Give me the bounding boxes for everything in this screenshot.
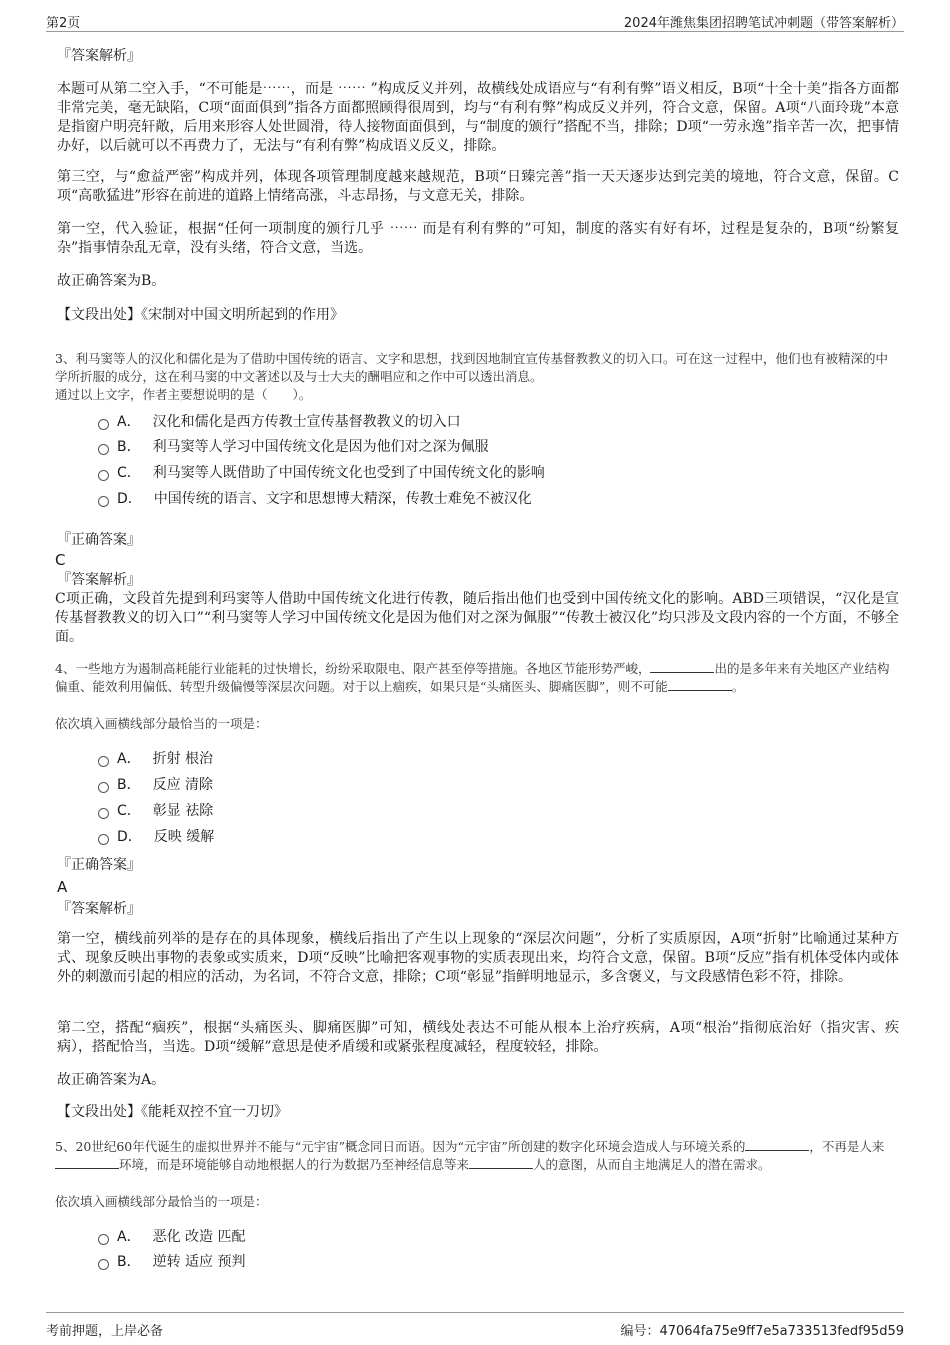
analysis-text: 本题可从第二空入手，“不可能是⋯⋯，而是 ⋯⋯ ”构成反义并列，故横线处成语应与“有利有弊”语义相反，B项“十全十美”指各方面都非常完美，毫无缺陷，C项“面面俱到”指各方面都照顾得很周到，均与“有利有弊”构成反义并列，符合文意，保留。A项“八面玲珑”本意是指窗户明亮轩敞，后用来形容人处世圆滑，待人接物面面俱到，与“制度的颁行”搭配不当，排除；D项“一劳永逸”指辛苦一次，把事情办好，以后就可以不再费力了，无法与“有利有弊”构成语义反义，排除。 [57, 81, 899, 154]
radio-icon[interactable] [98, 782, 109, 793]
question-prompt: 依次填入画横线部分最恰当的一项是： [55, 1194, 268, 1209]
radio-icon[interactable] [98, 419, 109, 430]
footer-divider [46, 1312, 904, 1313]
question-stem-cont: ，不再是人来 [809, 1139, 885, 1154]
q4-option-b[interactable] [98, 775, 213, 795]
option-letter: A． [117, 414, 141, 430]
page-footer [0, 1306, 950, 1345]
question-stem-end: 人的意图，从而自主地满足人的潜在需求。 [533, 1157, 771, 1172]
question-prompt: 依次填入画横线部分最恰当的一项是： [55, 716, 268, 731]
radio-icon[interactable] [98, 496, 109, 507]
fill-blank-3[interactable] [469, 1156, 533, 1169]
question-stem: 3、利马窦等人的汉化和儒化是为了借助中国传统的语言、文字和思想，找到因地制宜宣传基督教教义的切入口。可在这一过程中，他们也有被精深的中学所折服的成分，这在利马窦的中文著述以及与士大夫的酬唱应和之作中可以透出消息。 [55, 351, 888, 384]
option-text: 反映 缓解 [153, 829, 215, 845]
option-letter: B． [117, 439, 141, 455]
q5-option-b[interactable] [98, 1252, 246, 1272]
option-text: 反应 清除 [152, 777, 214, 793]
option-letter: C． [117, 803, 141, 819]
fill-blank-2[interactable] [668, 678, 732, 691]
q4-option-a[interactable] [98, 749, 213, 769]
q2-conclusion [57, 272, 899, 291]
answer-label: 『正确答案』 [57, 532, 141, 548]
radio-icon[interactable] [98, 808, 109, 819]
question-stem-cont: 环境，而是环境能够自动地根据人的行为数据乃至神经信息等来 [119, 1157, 470, 1172]
q3-stem [55, 350, 897, 404]
answer-label: 『正确答案』 [57, 857, 141, 873]
analysis-text: 第二空，搭配“痼疾”，根据“头痛医头、脚痛医脚”可知，横线处表达不可能从根本上治疗疾病，A项“根治”指彻底治好（指灾害、疾病），搭配恰当，当选。D项“缓解”意思是使矛盾缓和或紧张程度减轻，程度较轻，排除。 [57, 1020, 899, 1055]
option-text: 彰显 祛除 [152, 803, 214, 819]
q2-analysis-para-3 [57, 220, 899, 258]
analysis-text: 第一空，横线前列举的是存在的具体现象，横线后指出了产生以上现象的“深层次问题”，分析了实质原因，A项“折射”比喻通过某种方式、现象反映出事物的表象或实质来，D项“反映”比喻把客观事物的实质表现出来，均符合文意，保留。B项“反应”指有机体受体内或体外的刺激而引起的相应的活动，为名词，不符合文意，排除；C项“彰显”指鲜明地显示，多含褒义，与文段感情色彩不符，排除。 [57, 931, 899, 985]
question-stem-end: 。 [731, 679, 745, 694]
question-stem: 5、20世纪60年代诞生的虚拟世界并不能与“元宇宙”概念同日而语。因为“元宇宙”所创建的数字化环境会造成人与环境关系的 [55, 1139, 746, 1154]
option-letter: B． [117, 1254, 141, 1270]
fill-blank-1[interactable] [650, 660, 714, 673]
option-text: 折射 根治 [152, 751, 214, 767]
analysis-label: 『答案解析』 [57, 48, 141, 64]
q4-conclusion [57, 1071, 899, 1090]
q3-option-d[interactable] [98, 489, 532, 509]
analysis-text: 第一空，代入验证，根据“任何一项制度的颁行几乎 ⋯⋯ 而是有利有弊的”可知，制度的落实有好有坏，过程是复杂的，B项“纷繁复杂”指事情杂乱无章，没有头绪，符合文意，当选。 [57, 221, 899, 256]
q3-option-c[interactable] [98, 463, 545, 483]
page-header [0, 0, 950, 34]
q4-stem [55, 660, 897, 696]
option-text: 汉化和儒化是西方传教士宣传基督教教义的切入口 [152, 414, 461, 430]
option-letter: A． [117, 751, 141, 767]
q3-option-b[interactable] [98, 437, 489, 457]
conclusion-text: 故正确答案为B。 [57, 273, 166, 289]
radio-icon[interactable] [98, 756, 109, 767]
q2-analysis-para-2 [57, 168, 899, 206]
q5-prompt [55, 1193, 897, 1211]
fill-blank-1[interactable] [745, 1138, 809, 1151]
q4-analysis-para-1 [57, 930, 899, 987]
document-id: 编号：47064fa75e9ff7e5a733513fedf95d59 [620, 1324, 904, 1339]
radio-icon[interactable] [98, 1234, 109, 1245]
option-text: 逆转 适应 预判 [152, 1254, 246, 1270]
q2-analysis-block [57, 46, 899, 66]
question-stem-cont: 出的是多年来有关地区产业结构偏重、能效利用偏低、转型升级偏慢等深层次问题。对于以上痼疾，如果只是“头痛医头、脚痛医脚”，则不可能 [55, 661, 890, 694]
analysis-label: 『答案解析』 [57, 901, 141, 917]
q5-option-a[interactable] [98, 1227, 245, 1247]
q4-option-c[interactable] [98, 801, 213, 821]
radio-icon[interactable] [98, 470, 109, 481]
q3-answer-block [57, 530, 899, 647]
option-letter: C． [117, 465, 141, 481]
q2-source [57, 306, 899, 325]
q4-source [57, 1103, 899, 1122]
analysis-text: C项正确，文段首先提到利玛窦等人借助中国传统文化进行传教，随后指出他们也受到中国传统文化的影响。ABD三项错误，“汉化是宣传基督教教义的切入口”“利马窦等人学习中国传统文化是因为他们对之深为佩服”“传教士被汉化”均只涉及文段内容的一个方面，不够全面。 [55, 591, 899, 645]
conclusion-text: 故正确答案为A。 [57, 1072, 166, 1088]
option-text: 恶化 改造 匹配 [152, 1229, 246, 1245]
question-prompt: 通过以上文字，作者主要想说明的是（ ）。 [55, 387, 312, 402]
fill-blank-2[interactable] [55, 1156, 119, 1169]
source-citation: 【文段出处】《能耗双控不宜一刀切》 [57, 1104, 288, 1120]
analysis-text: 第三空，与“愈益严密”构成并列，体现各项管理制度越来越规范，B项“日臻完善”指一天天逐步达到完美的境地，符合文意，保留。C项“高歌猛进”形容在前进的道路上情绪高涨，斗志昂扬，与文意无关，排除。 [57, 169, 899, 204]
q4-answer-block [57, 855, 899, 919]
page-number: 第2页 [46, 16, 81, 31]
radio-icon[interactable] [98, 1259, 109, 1270]
q4-option-d[interactable] [98, 827, 214, 847]
header-divider [46, 31, 904, 32]
q2-analysis-para-1 [57, 80, 899, 156]
q4-analysis-para-2 [57, 1019, 899, 1057]
option-text: 中国传统的语言、文字和思想博大精深，传教士难免不被汉化 [153, 491, 532, 507]
option-text: 利马窦等人学习中国传统文化是因为他们对之深为佩服 [152, 439, 489, 455]
option-letter: D． [117, 491, 142, 507]
q4-prompt [55, 715, 897, 733]
footer-slogan: 考前押题，上岸必备 [46, 1324, 164, 1339]
analysis-label: 『答案解析』 [57, 572, 141, 588]
document-title: 2024年潍焦集团招聘笔试冲刺题（带答案解析） [623, 16, 904, 31]
question-stem: 4、一些地方为遏制高耗能行业能耗的过快增长，纷纷采取限电、限产甚至停等措施。各地区节能形势严峻， [55, 661, 651, 676]
option-letter: D． [117, 829, 142, 845]
radio-icon[interactable] [98, 834, 109, 845]
radio-icon[interactable] [98, 444, 109, 455]
option-text: 利马窦等人既借助了中国传统文化也受到了中国传统文化的影响 [152, 465, 545, 481]
option-letter: A． [117, 1229, 141, 1245]
q5-stem [55, 1138, 897, 1174]
source-citation: 【文段出处】《宋制对中国文明所起到的作用》 [57, 307, 344, 323]
q3-option-a[interactable] [98, 412, 461, 432]
correct-answer: C [55, 551, 66, 569]
option-letter: B． [117, 777, 141, 793]
correct-answer: A [57, 878, 68, 896]
